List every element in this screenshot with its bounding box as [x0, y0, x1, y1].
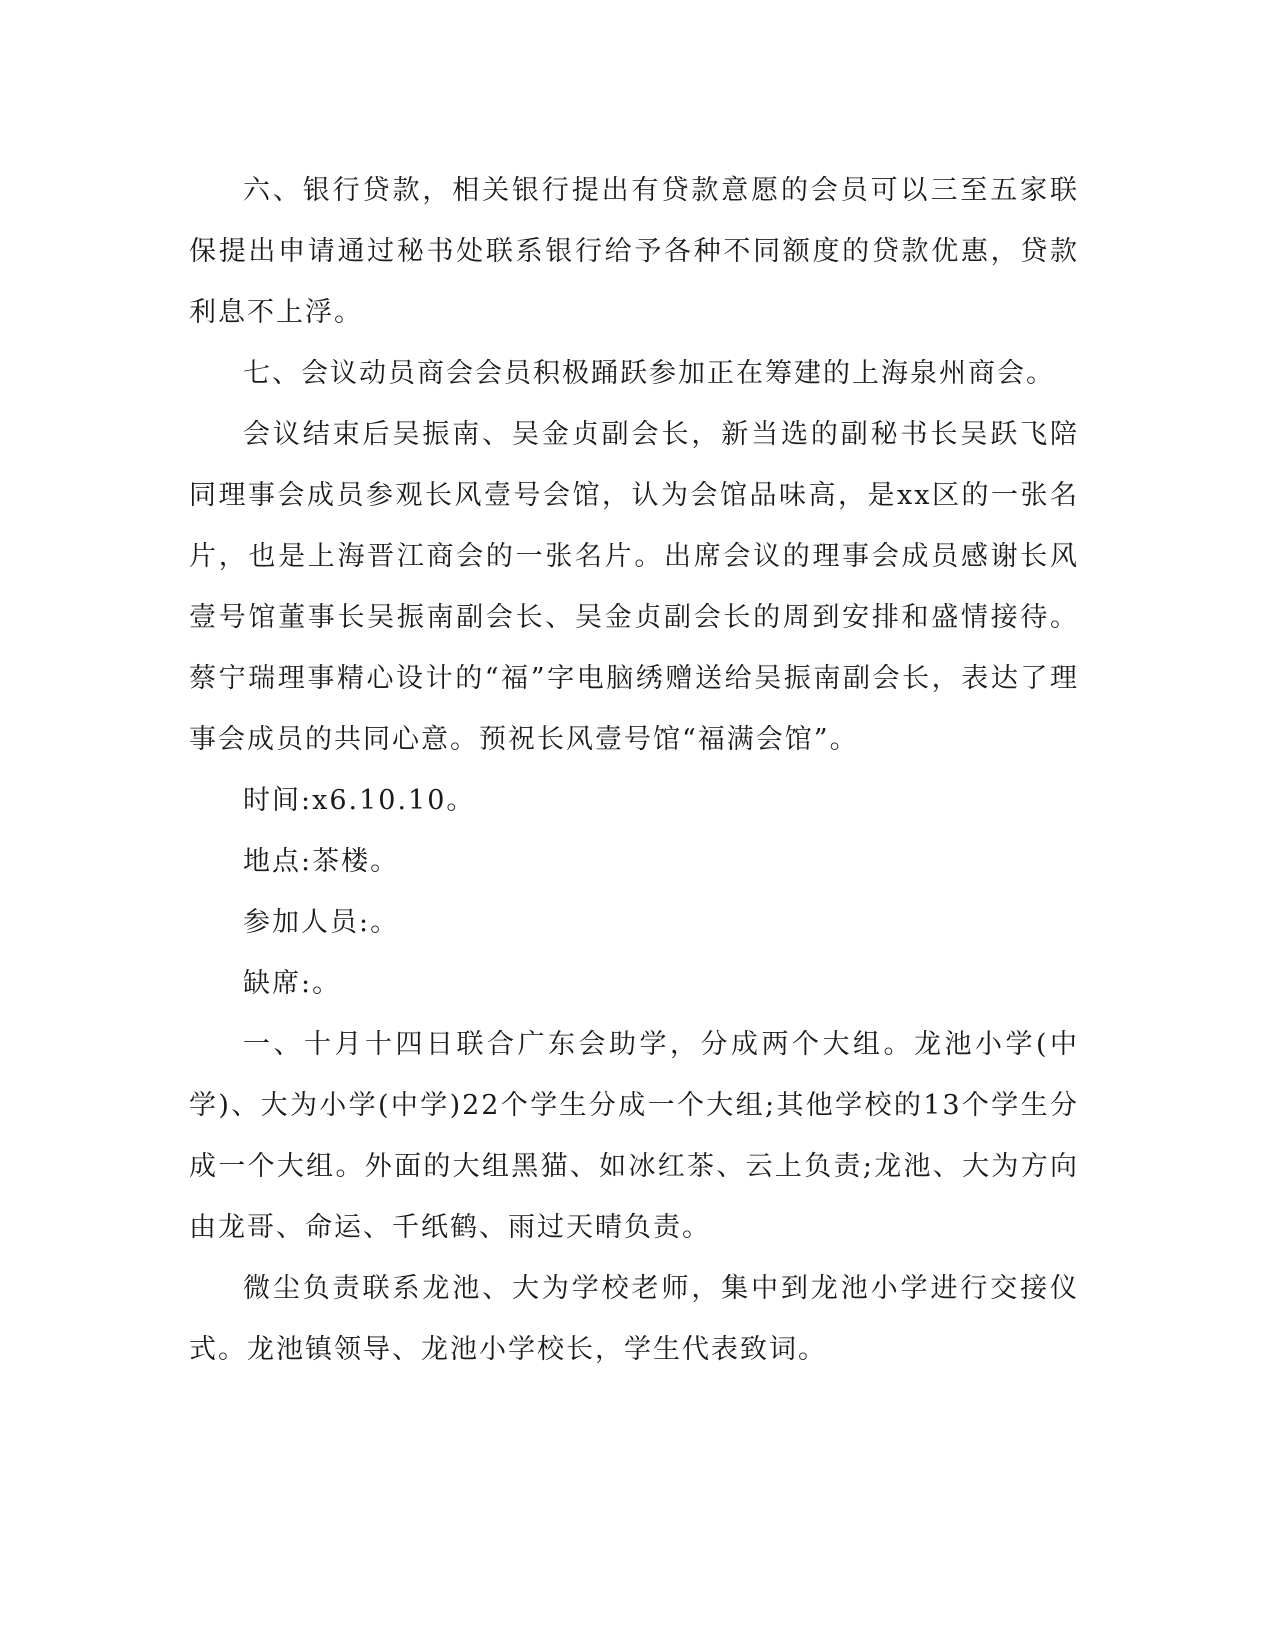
paragraph-absent: 缺席:。 [243, 968, 342, 999]
paragraph-bank-loan: 六、银行贷款，相关银行提出有贷款意愿的会员可以三至五家联保提出申请通过秘书处联系银行给予各种不同额度的贷款优惠，贷款利息不上浮。 [189, 175, 1079, 328]
paragraph-time: 时间:x6.10.10。 [243, 785, 476, 816]
paragraph-meeting-conclusion: 会议结束后吴振南、吴金贞副会长，新当选的副秘书长吴跃飞陪同理事会成员参观长风壹号会馆，认为会馆品味高，是xx区的一张名片，也是上海晋江商会的一张名片。出席会议的理事会成员感谢长风壹号馆董事长吴振南副会长、吴金贞副会长的周到安排和盛情接待。蔡宁瑞理事精心设计的“福”字电脑绣赠送给吴振南副会长，表达了理事会成员的共同心意。预祝长风壹号馆“福满会馆”。 [189, 419, 1079, 755]
paragraph-location: 地点:茶楼。 [243, 846, 400, 877]
paragraph-quanzhou-chamber: 七、会议动员商会会员积极踊跃参加正在筹建的上海泉州商会。 [243, 358, 1055, 389]
paragraph-handover-ceremony: 微尘负责联系龙池、大为学校老师，集中到龙池小学进行交接仪式。龙池镇领导、龙池小学校长，学生代表致词。 [189, 1273, 1079, 1365]
document-body [189, 160, 1079, 1380]
paragraph-student-aid-groups: 一、十月十四日联合广东会助学，分成两个大组。龙池小学(中学)、大为小学(中学)22个学生分成一个大组;其他学校的13个学生分成一个大组。外面的大组黑猫、如冰红茶、云上负责;龙池、大为方向由龙哥、命运、千纸鹤、雨过天晴负责。 [189, 1029, 1079, 1243]
paragraph-attendees: 参加人员:。 [243, 907, 400, 938]
